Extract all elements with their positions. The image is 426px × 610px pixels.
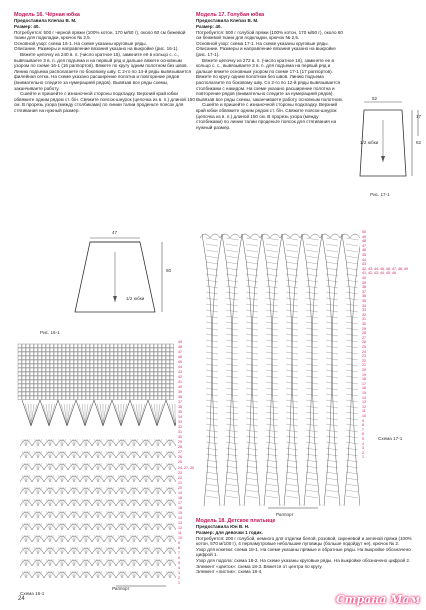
model17-dim-top: 52: [372, 96, 378, 101]
row-number: 25: [178, 460, 182, 465]
row-number: 39: [178, 390, 182, 395]
row-number: 35: [178, 410, 182, 415]
model17-title: Модель 17. Голубая юбка: [196, 12, 265, 18]
model16-desc2: Вяжете цепочку из 240 в. п. (число кратное 15), замкните её в кольцо с. с., вывязываете 3 в. п. для подъема и на первый ряд и дальше вяжете основным узором по схеме 16-1 (16 раппортов). Вяжете по кругу одним полотном без швов. Линию подъема располагаете по боковому шву. С 2-го по 14-й ряды вывязывается филейная сетка. На схеме указано расширение полотна и повторение рядов (внимательно следите за нумерацией рядов). Вывязав все ряды схемы, заканчиваете работу.: [14, 51, 191, 91]
model16-size: Размер: 40.: [14, 24, 40, 29]
model17-crochet-chart: [198, 230, 360, 510]
row-number: 50: [362, 230, 366, 234]
row-number: 18: [178, 495, 182, 500]
row-number: 7: [362, 427, 364, 432]
model16-schematic: [60, 232, 180, 320]
row-number: 17: [362, 381, 366, 386]
row-number: 33: [362, 308, 366, 313]
model16-desc3: Сшейте и пришейте с изнаночной стороны подкладку. Верхний край юбки обвяжите одним рядом ст. б/н. Свяжите поясок-шнурок (цепочка из в. п.) длиной 150 см. В прорезь узора (между столбиками) по линии талии проденьте поясок для стягивания на нужный размер.: [14, 91, 195, 113]
model17-scheme-label: Схема 17-1: [378, 436, 403, 441]
model16-dim-side: 60: [166, 268, 172, 273]
row-number: 27: [362, 335, 366, 340]
row-number: 20: [362, 368, 366, 372]
model17-half-skirt: 1/2 юбки: [360, 140, 379, 145]
row-number: 5: [178, 560, 180, 565]
model18-text: [196, 518, 414, 575]
row-number: 33: [178, 420, 182, 425]
row-number: 24, 27, 30: [178, 465, 194, 470]
page-number: 24: [18, 596, 25, 602]
model17-pattern: Основной узор: схема 17-1. На схеме указаны круговые ряды.: [196, 40, 329, 46]
row-number: 41: [178, 380, 182, 385]
row-number: 20: [178, 485, 182, 490]
model16-dim-top: 47: [112, 230, 118, 235]
model18-yoke: Узор для кокетки: схема 18-1. На схеме указаны прямые и обратные ряды. На выкройке обозначено цифрой 1.: [196, 546, 411, 558]
row-number: 14: [362, 395, 366, 400]
model18-hem: Узор для подола: схема 18-2. На схеме указаны круговые ряды. На выкройке обозначено цифрой 2.: [196, 557, 411, 563]
row-number: 28: [178, 445, 182, 450]
row-number: 31: [362, 317, 366, 322]
model16-half-skirt: 1/2 юбки: [126, 296, 145, 301]
row-number: 43: [362, 262, 366, 267]
row-number: 46: [362, 248, 366, 253]
model17-desc1: Описание. Размеры и направление вязания указано на выкройке (рис. 17-1).: [196, 46, 336, 57]
row-number: 6: [178, 555, 180, 560]
row-number: 34: [178, 415, 182, 420]
row-number: 18: [362, 377, 366, 382]
model16-text: [14, 12, 196, 114]
row-number: 1: [178, 580, 180, 585]
row-number: 40: [362, 276, 366, 280]
model16-author: Предоставила Клепач В. М.: [14, 18, 77, 24]
model18-leaf: Элемент «листик»: схема 18-4.: [196, 569, 263, 575]
model16-pattern: Основной узор: схема 16-1. На схеме указаны круговые ряды.: [14, 40, 147, 46]
row-number: 49: [178, 340, 182, 344]
model17-needs: Потребуется: 500 г голубой пряжи (100% котон, 170 м/50 г), около 60 см бежевой ткани для подкладки, крючок № 2,5.: [196, 29, 343, 41]
row-number: 10: [362, 414, 366, 418]
row-number: 37: [178, 400, 182, 405]
row-number: 22: [178, 475, 182, 480]
row-number: 23: [362, 354, 366, 359]
model16-needs: Потребуется: 500 г черной пряжи (100% котон, 170 м/50 г), около 60 см бежевой ткани для подкладки, крючок № 2,5.: [14, 29, 186, 41]
model18-author: Предоставила Юн В. Н.: [196, 524, 250, 530]
row-number: 13: [178, 520, 182, 525]
row-number: 44: [178, 365, 182, 370]
model18-title: Модель 18. Детское платьице: [196, 518, 276, 524]
row-number: 2: [362, 450, 364, 455]
row-number: 29: [362, 326, 366, 331]
row-number: 34: [362, 303, 366, 308]
row-number: 46: [178, 355, 182, 360]
row-number: 26: [362, 340, 366, 345]
row-number: 3: [178, 570, 180, 575]
row-number: 45: [362, 253, 366, 257]
row-number: 4: [178, 565, 180, 570]
model17-size: Размер: 40.: [196, 24, 222, 29]
row-number: 16: [362, 386, 366, 391]
model17-repeat: Раппорт: [276, 512, 294, 517]
row-number: 32: [362, 312, 366, 317]
row-number: 47: [178, 350, 182, 355]
row-number: 6: [362, 432, 364, 437]
row-number: 29: [178, 440, 182, 445]
row-number: 12: [178, 525, 182, 530]
row-number: 16: [178, 505, 182, 510]
row-number: 28: [362, 331, 366, 336]
row-number: 9: [178, 540, 180, 545]
row-number: 47: [362, 243, 366, 248]
row-number: 19: [178, 490, 182, 495]
model16-crochet-chart: [16, 340, 176, 590]
model17-desc3: Сшейте и пришейте с изнаночной стороны подкладку. Верхний край юбки обвяжите одним рядом ст. б/н. Свяжите поясок-шнурок (цепочка из в. п.) длиной 150 см. В прорезь узора (между столбиками) по линии талии проденьте поясок для стягивания на нужный размер.: [196, 102, 338, 130]
row-number: 23: [178, 470, 182, 475]
row-number: 40: [178, 385, 182, 390]
row-number: 3: [362, 446, 364, 451]
row-number: 35: [362, 299, 366, 303]
row-number: 25: [362, 345, 366, 349]
row-number: 13: [362, 400, 366, 405]
row-number: 44: [362, 257, 366, 262]
row-number: 45: [178, 360, 182, 365]
row-number: 8: [362, 423, 364, 428]
row-number: 30: [178, 435, 182, 440]
row-number: 24: [362, 349, 366, 354]
row-number: 21: [178, 480, 182, 485]
row-number: 9: [362, 418, 364, 423]
watermark-logo: Страна Мам: [336, 593, 420, 606]
row-number: 10: [178, 535, 182, 540]
row-number: 15: [178, 510, 182, 515]
row-number: 27: [178, 450, 182, 455]
model16-scheme-label: Схема 16-1: [20, 591, 45, 596]
row-number: 5: [362, 437, 364, 441]
row-number: 42: [178, 375, 182, 380]
row-number: 8: [178, 545, 180, 550]
row-number: 41, 42, 43, 44, 45, 46: [362, 271, 396, 276]
model17-author: Предоставила Клепач В. М.: [196, 18, 259, 24]
row-number: 36: [178, 405, 182, 410]
row-number: 11: [178, 530, 182, 535]
model16-fig-label: Рис. 16-1: [40, 330, 60, 335]
row-number: 39: [362, 280, 366, 285]
row-number: 15: [362, 391, 366, 395]
model16-desc1: Описание. Размеры и направление вязания указано на выкройке (рис. 16-1).: [14, 46, 179, 52]
model18-size: Размер: для девочки 1 годик.: [196, 530, 263, 535]
row-number: 7: [178, 550, 180, 555]
model17-text: [196, 12, 346, 130]
row-number: 42, 43, 44, 45, 46, 47, 48, 49: [362, 266, 408, 271]
model17-dim-side2: 17: [416, 114, 422, 119]
row-number: 48: [178, 345, 182, 350]
model18-needs: Потребуется: 200 г голубой, немного для отделки белой, розовой, сиреневой и зеленой пряжи (100% котон, 570 м/100 г), 4 перламутровые небольшие пуговицы (больше подойдут не), крючок № 2.: [196, 535, 412, 547]
row-number: 11: [362, 409, 366, 414]
row-number: 12: [362, 404, 366, 409]
row-number: 30: [362, 322, 366, 326]
model16-title: Модель 16. Чёрная юбка: [14, 12, 80, 18]
row-number: 49: [362, 234, 366, 239]
model17-fig-label: Рис. 17-1: [370, 192, 390, 197]
row-number: 14: [178, 515, 182, 520]
row-number: 1: [362, 455, 364, 460]
row-number: 19: [362, 372, 366, 377]
row-number: 43: [178, 370, 182, 375]
row-number: 26: [178, 455, 182, 460]
row-number: 17: [178, 500, 182, 505]
row-number: 32: [178, 425, 182, 430]
row-number: 22: [362, 358, 366, 363]
row-number: 38: [362, 285, 366, 290]
row-number: 37: [362, 289, 366, 294]
model17-desc2: Вяжете цепочку из 272 в. п. (число кратное 16), замкнете ее в кольцо с. с., вывязываете 3 в. п. для подъема на первый ряд и дальше вяжете основным узором по схеме 17-1 (17 раппортов). Вяжете по кругу одним полотном без швов. Линию подъема располагаете по боковому шву. Со 2-го по 12-й ряды вывязывается столбиками с накидом. На схеме указано расширение полотна и повторение рядов (внимательно следите за нумерацией рядов). Вывязав все ряды схемы, заканчиваете работу основным полотном.: [196, 57, 343, 102]
row-number: 36: [362, 294, 366, 299]
model18-flower: Элемент «цветок»: схема 18-3. Вяжется от центра по кругу.: [196, 563, 323, 569]
row-number: 21: [362, 363, 366, 368]
row-number: 31: [178, 430, 182, 435]
row-number: 38: [178, 395, 182, 400]
model16-repeat: Раппорт: [112, 586, 130, 591]
row-number: 4: [362, 441, 364, 446]
row-number: 2: [178, 575, 180, 580]
row-number: 48: [362, 239, 366, 244]
model17-dim-side: 62: [416, 140, 422, 145]
model17-row-numbers: [362, 230, 422, 510]
